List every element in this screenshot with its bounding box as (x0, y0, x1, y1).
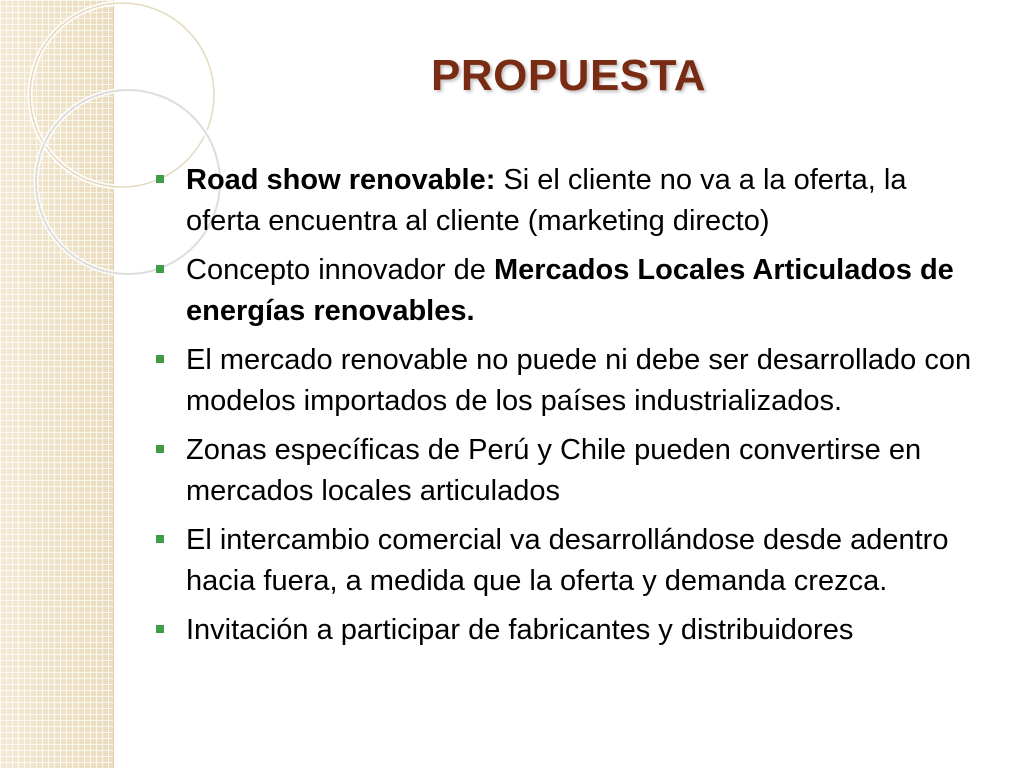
bullet-item-concepto (156, 250, 986, 332)
bullet-text: Concepto innovador de (186, 254, 494, 286)
bullet-item-zonas (156, 430, 986, 512)
square-bullet-icon (156, 175, 164, 183)
bullet-list (156, 160, 986, 659)
bullet-text: Invitación a participar de fabricantes y distribuidores (186, 614, 854, 646)
square-bullet-icon (156, 445, 164, 453)
bullet-bold-text: Mercados Locales Articulados de energías renovables. (186, 254, 954, 327)
bullet-item-intercambio (156, 520, 986, 602)
bullet-text: Zonas específicas de Perú y Chile pueden convertirse en mercados locales articulados (186, 434, 922, 507)
bullet-text: El intercambio comercial va desarrollándose desde adentro hacia fuera, a medida que la oferta y demanda crezca. (186, 524, 949, 597)
bullet-bold-text: Road show renovable: (186, 164, 496, 196)
square-bullet-icon (156, 535, 164, 543)
bullet-text: El mercado renovable no puede ni debe ser desarrollado con modelos importados de los países industrializados. (186, 344, 972, 417)
square-bullet-icon (156, 265, 164, 273)
square-bullet-icon (156, 355, 164, 363)
slide-title: PROPUESTA (430, 51, 707, 100)
bullet-item-road-show (156, 160, 986, 242)
bullet-item-mercado (156, 340, 986, 422)
bullet-item-invitacion (156, 610, 986, 651)
bullet-text: Si el cliente no va a la oferta, la oferta encuentra al cliente (marketing directo) (186, 164, 907, 237)
square-bullet-icon (156, 625, 164, 633)
